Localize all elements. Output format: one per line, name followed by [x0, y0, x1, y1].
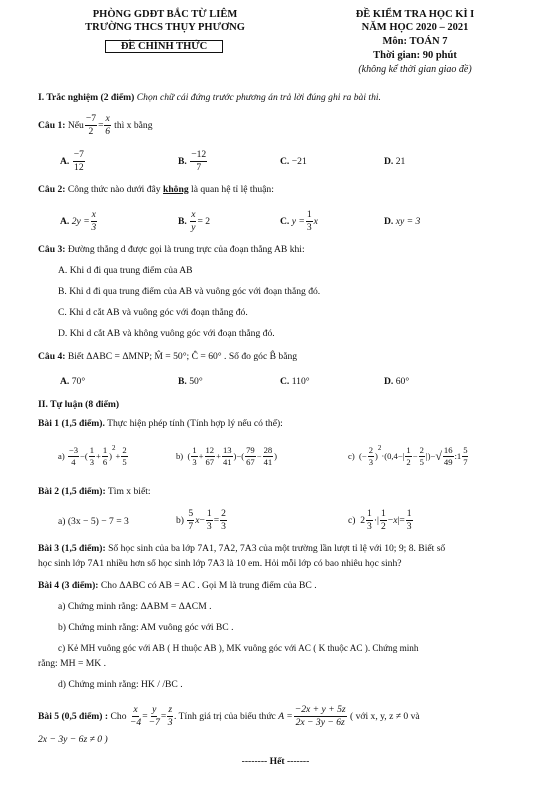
part1-instruction: Chọn chữ cái đứng trước phương án trả lời đúng ghi ra bài thi. — [136, 92, 381, 103]
part2-title: II. Tự luận (8 điểm) — [38, 399, 120, 410]
bai5-line1: Bài 5 (0,5 điểm) : Cho $\frac{x}{-4}$ = $\frac{y}{-7}$ = $\frac{z}{3}$ . Tính giá trị của biểu thức A = $\frac{-2x + y + 5z}{2x - 3y - 6z}$ ( với x, y, z ≠ 0 và — [38, 703, 420, 728]
bai3-line1: Bài 3 (1,5 điểm): Số học sinh của ba lớp 7A1, 7A2, 7A3 của một trường lần lượt tỉ lệ với 10; 9; 8. Biết số — [38, 543, 446, 554]
bai1-expression-a: a) $\frac{-3}{4}$ −( $\frac{1}{3}$ + $\frac{1}{6}$ ) 2 + $\frac{2}{5}$ — [58, 444, 127, 467]
bai2-expression-a: a) (3x − 5) − 7 = 3 — [58, 516, 129, 527]
q4-option-a: A. 70° — [60, 376, 86, 387]
question-1 — [38, 110, 153, 140]
q1-fraction-right: $\frac{x}{6}$ — [105, 112, 111, 137]
q2-option-a: A. 2y = $\frac{x}{3}$ — [60, 208, 97, 233]
bai5-line2: 2x − 3y − 6z ≠ 0 ) — [38, 734, 108, 745]
q1-equals: = — [98, 119, 104, 131]
q1-post: thì x bằng — [114, 119, 153, 131]
q2-option-d: D. xy = 3 — [384, 215, 421, 227]
q4-option-b: B. 50° — [178, 376, 203, 387]
bai4-heading: Bài 4 (3 điểm): Cho ΔABC có AB = AC . Gọi M là trung điểm của BC . — [38, 580, 317, 591]
q2-option-c: C. y = $\frac{1}{3}$ x — [280, 208, 318, 233]
q1-fraction-left: $\frac{-7}{2}$ — [85, 112, 97, 137]
bai1-heading: Bài 1 (1,5 điểm). Thực hiện phép tính (Tính hợp lý nếu có thể): — [38, 418, 283, 429]
bai1-expression-c: c) (− $\frac{2}{3}$ ) 2 ·(0,4−| $\frac{1}{2}$ − $\frac{2}{5}$ |)− √ $\frac{16}{49}$ :1 $\frac{5}{7}$ — [348, 444, 468, 467]
header-department: PHÒNG GDĐT BẮC TỪ LIÊM — [92, 9, 238, 20]
q3-option-b: B. Khi d đi qua trung điểm của AB và vuông góc với đoạn thẳng đó. — [58, 286, 321, 297]
q2-option-b: B. $\frac{x}{y}$ = 2 — [178, 208, 211, 233]
duration: Thời gian: 90 phút — [373, 50, 457, 61]
bai1-expression-b: b) ( $\frac{1}{3}$ + $\frac{12}{67}$ + $\frac{13}{41}$ )−( $\frac{79}{67}$ − $\frac{28}{41}$ ) — [176, 444, 278, 467]
question-4: Câu 4: Biết ΔABC = ΔMNP; M̂ = 50°; Ĉ = 60° . Số đo góc B̂ bằng — [38, 351, 298, 362]
q1-option-a: A. $\frac{-7}{12}$ — [60, 148, 84, 173]
q1-option-c: C. −21 — [280, 155, 307, 167]
part1-heading — [38, 92, 381, 103]
question-3: Câu 3: Đường thẳng d được gọi là trung trực của đoạn thẳng AB khi: — [38, 244, 305, 255]
bai4-part-c-line1: c) Kẻ MH vuông góc với AB ( H thuộc AB ), MK vuông góc với AC ( K thuộc AC ). Chứng minh — [58, 643, 419, 653]
bai4-part-b: b) Chứng minh rằng: AM vuông góc với BC . — [58, 622, 234, 633]
bai3-line2: học sinh lớp 7A1 nhiều hơn số học sinh lớp 7A3 là 10 em. Hỏi mỗi lớp có bao nhiêu học sinh? — [38, 558, 402, 569]
q1-option-b: B. $\frac{-12}{7}$ — [178, 148, 207, 173]
bai4-part-a: a) Chứng minh rằng: ΔABM = ΔACM . — [58, 601, 212, 612]
exam-title: ĐỀ KIỂM TRA HỌC KÌ I — [355, 9, 475, 20]
header-school: TRƯỜNG THCS THỤY PHƯƠNG — [85, 22, 245, 33]
bai2-expression-b: b) $\frac{5}{7}$ x − $\frac{1}{3}$ = $\frac{2}{3}$ — [176, 507, 226, 532]
bai4-part-c-line2: rằng: MH = MK . — [38, 658, 107, 669]
q4-option-d: D. 60° — [384, 376, 410, 387]
official-badge: ĐỀ CHÍNH THỨC — [105, 40, 223, 53]
q1-pre: Nếu — [67, 119, 84, 131]
question-2: Câu 2: Công thức nào dưới đây không là quan hệ tỉ lệ thuận: — [38, 184, 274, 195]
subject: Môn: TOÁN 7 — [382, 36, 448, 47]
q3-option-c: C. Khi d cắt AB và vuông góc với đoạn thẳng đó. — [58, 307, 248, 318]
school-year: NĂM HỌC 2020 – 2021 — [361, 22, 469, 33]
q3-option-a: A. Khi d đi qua trung điểm của AB — [58, 265, 193, 276]
q2-emphasis: không — [163, 184, 189, 195]
q4-option-c: C. 110° — [280, 376, 310, 387]
q3-option-d: D. Khi d cắt AB và không vuông góc với đoạn thẳng đó. — [58, 328, 275, 339]
duration-note: (không kể thời gian giao đề) — [358, 64, 472, 75]
bai2-expression-c: c) 2 $\frac{1}{3}$ ·| $\frac{1}{2}$ − x |= $\frac{1}{3}$ — [348, 507, 412, 532]
bai4-part-d: d) Chứng minh rằng: HK / /BC . — [58, 679, 183, 690]
q1-option-d: D. 21 — [384, 155, 406, 167]
bai2-heading: Bài 2 (1,5 điểm): Tìm x biết: — [38, 486, 151, 497]
part1-title: I. Trắc nghiệm (2 điểm) — [38, 92, 135, 103]
end-marker: -------- Hết ------- — [241, 756, 310, 767]
q1-label: Câu 1: — [38, 119, 66, 131]
